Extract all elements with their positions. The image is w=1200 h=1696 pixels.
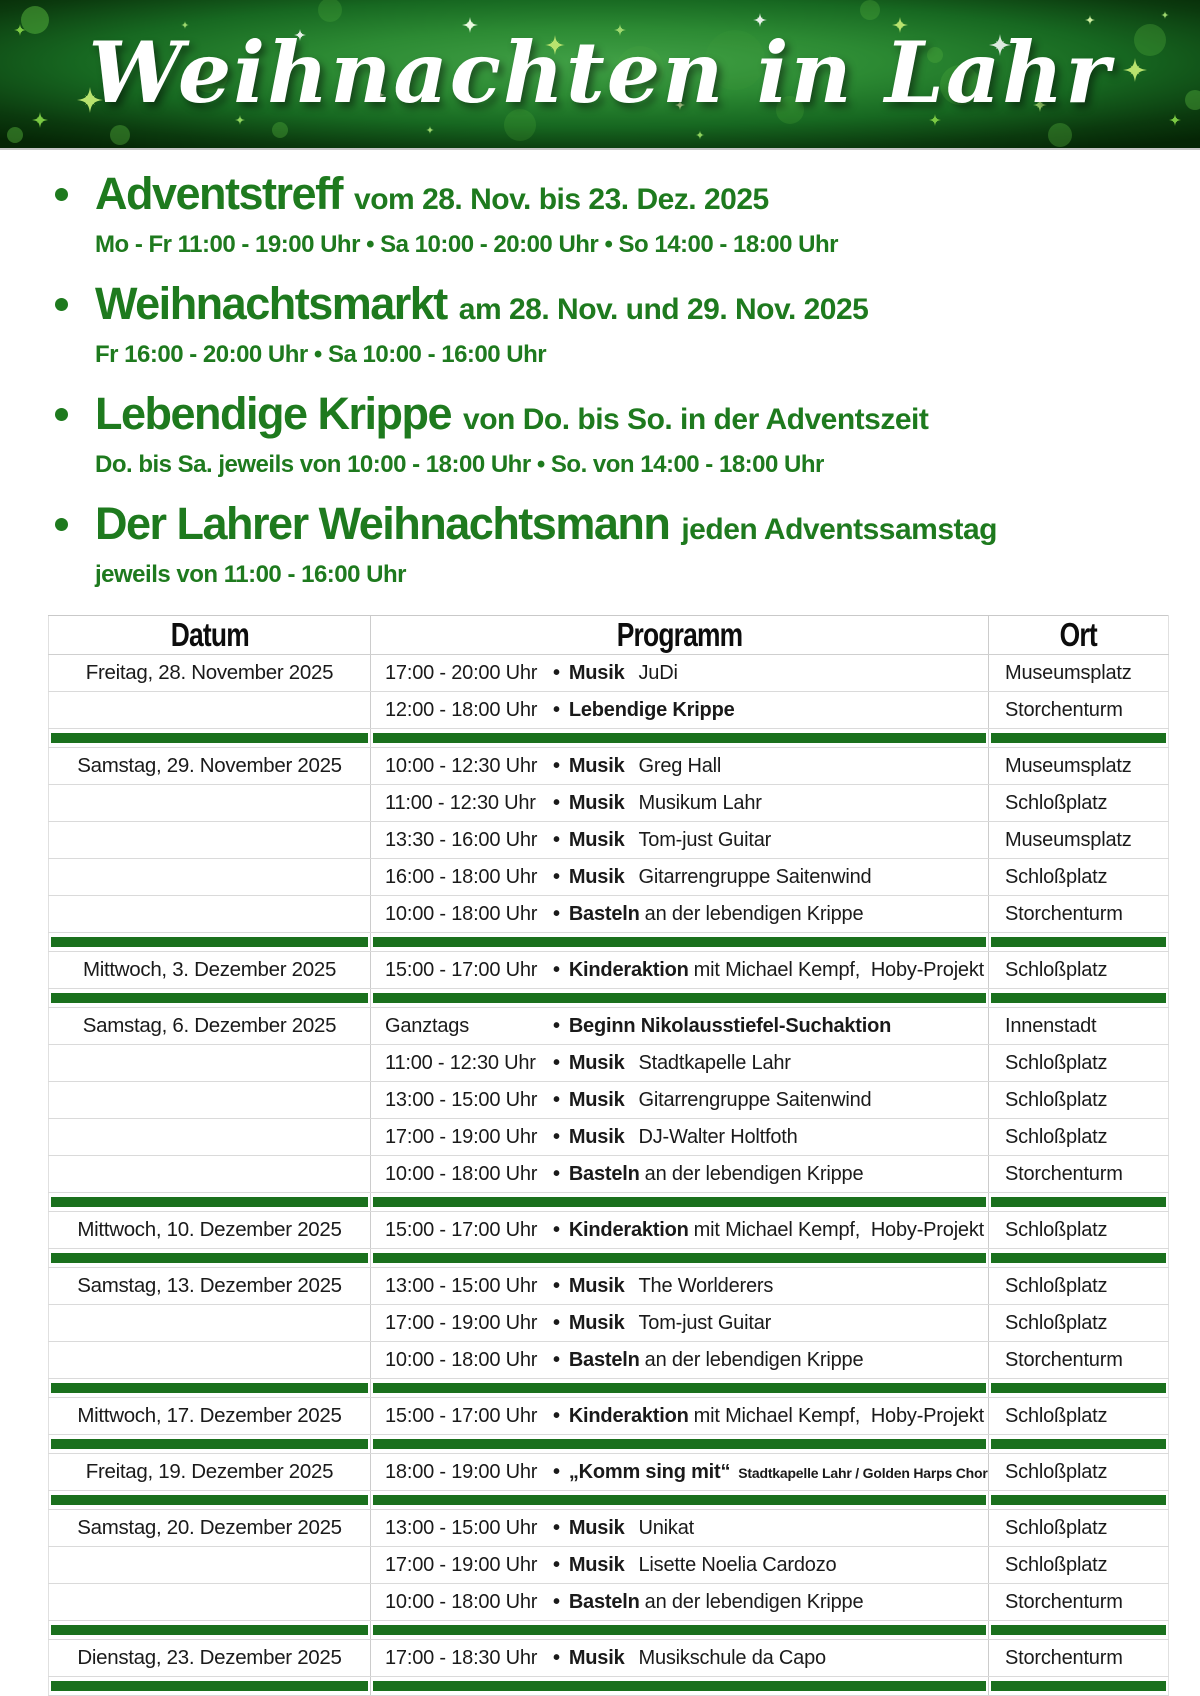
group-divider-cell — [49, 1193, 371, 1212]
table-row — [49, 1510, 1169, 1547]
program-cell — [371, 1212, 989, 1249]
program-cell — [371, 1156, 989, 1193]
group-divider-row — [49, 989, 1169, 1008]
program-cell — [371, 896, 989, 933]
program-activity: Musik — [568, 1311, 625, 1334]
date-cell: Mittwoch, 10. Dezember 2025 — [49, 1212, 371, 1249]
program-activity: Musik — [568, 1553, 625, 1576]
table-row — [49, 1268, 1169, 1305]
event-date-range: von Do. bis So. in der Adventszeit — [463, 403, 929, 436]
event-body — [95, 500, 997, 589]
program-detail: Musikum Lahr — [638, 791, 762, 814]
program-time: 17:00 - 18:30 Uhr — [385, 1646, 538, 1669]
green-divider-bar — [51, 937, 368, 947]
event-times: Mo - Fr 11:00 - 19:00 Uhr • Sa 10:00 - 20:00 Uhr • So 14:00 - 18:00 Uhr — [95, 231, 838, 258]
event-title-line — [95, 390, 928, 449]
date-cell — [49, 1045, 371, 1082]
date-cell — [49, 1119, 371, 1156]
program-detail: Lisette Noelia Cardozo — [638, 1553, 837, 1576]
green-divider-bar — [51, 1253, 368, 1263]
group-divider-cell — [989, 1379, 1169, 1398]
group-divider-row — [49, 729, 1169, 748]
bullet-icon — [55, 408, 68, 421]
program-time: 12:00 - 18:00 Uhr — [385, 698, 538, 721]
event-title-line — [95, 280, 868, 339]
ort-cell: Museumsplatz — [989, 748, 1169, 785]
bullet-icon — [55, 188, 68, 201]
program-activity: Basteln — [568, 1162, 640, 1185]
table-row — [49, 859, 1169, 896]
group-divider-cell — [371, 989, 989, 1008]
schedule-table — [48, 615, 1169, 1696]
event-title-line — [95, 170, 838, 229]
green-divider-bar — [373, 1439, 986, 1449]
program-activity: Basteln — [568, 1348, 640, 1371]
date-cell — [49, 1547, 371, 1584]
event-item — [55, 170, 1170, 259]
program-activity: Beginn Nikolausstiefel-Suchaktion — [568, 1014, 892, 1037]
program-detail: The Worlderers — [638, 1274, 774, 1297]
group-divider-cell — [989, 729, 1169, 748]
green-divider-bar — [51, 1495, 368, 1505]
program-detail: JuDi — [638, 661, 678, 684]
group-divider-cell — [371, 1379, 989, 1398]
bullet-icon — [55, 518, 68, 531]
ort-cell: Storchenturm — [989, 1342, 1169, 1379]
program-cell — [371, 1342, 989, 1379]
program-time: 13:30 - 16:00 Uhr — [385, 828, 538, 851]
table-row — [49, 1640, 1169, 1677]
group-divider-cell — [371, 1249, 989, 1268]
event-body — [95, 390, 928, 479]
group-divider-cell — [49, 1435, 371, 1454]
bullet-separator-icon: • — [553, 1274, 560, 1297]
ort-cell: Schloßplatz — [989, 859, 1169, 896]
banner — [0, 0, 1200, 150]
date-cell — [49, 1305, 371, 1342]
program-activity: Musik — [568, 1646, 625, 1669]
event-list — [0, 150, 1200, 589]
program-detail: Greg Hall — [638, 754, 722, 777]
group-divider-cell — [49, 1621, 371, 1640]
group-divider-cell — [989, 1491, 1169, 1510]
ort-cell: Schloßplatz — [989, 1305, 1169, 1342]
program-cell — [371, 748, 989, 785]
green-divider-bar — [373, 937, 986, 947]
program-time: 15:00 - 17:00 Uhr — [385, 1218, 538, 1241]
program-time: 13:00 - 15:00 Uhr — [385, 1088, 538, 1111]
ort-cell: Storchenturm — [989, 1584, 1169, 1621]
program-cell — [371, 1119, 989, 1156]
program-activity: Musik — [568, 791, 625, 814]
program-activity: Lebendige Krippe — [568, 698, 735, 721]
program-time: 15:00 - 17:00 Uhr — [385, 958, 538, 981]
program-activity: „Komm sing mit“ — [568, 1460, 731, 1483]
group-divider-cell — [371, 729, 989, 748]
program-time: 10:00 - 18:00 Uhr — [385, 1348, 538, 1371]
group-divider-row — [49, 1193, 1169, 1212]
program-detail: Gitarrengruppe Saitenwind — [638, 1088, 872, 1111]
program-cell — [371, 1305, 989, 1342]
group-divider-cell — [989, 989, 1169, 1008]
group-divider-cell — [49, 1677, 371, 1696]
ort-cell: Schloßplatz — [989, 1547, 1169, 1584]
program-detail: mit Michael Kempf, Hoby-Projekt — [693, 1218, 985, 1241]
date-cell — [49, 1156, 371, 1193]
program-activity: Kinderaktion — [568, 1218, 689, 1241]
program-time: 15:00 - 17:00 Uhr — [385, 1404, 538, 1427]
group-divider-cell — [49, 1491, 371, 1510]
date-cell: Samstag, 13. Dezember 2025 — [49, 1268, 371, 1305]
program-detail: Tom-just Guitar — [638, 1311, 772, 1334]
group-divider-cell — [371, 1435, 989, 1454]
green-divider-bar — [991, 993, 1166, 1003]
group-divider-cell — [989, 933, 1169, 952]
table-row — [49, 692, 1169, 729]
program-activity: Basteln — [568, 1590, 640, 1613]
event-times: Do. bis Sa. jeweils von 10:00 - 18:00 Uhr • So. von 14:00 - 18:00 Uhr — [95, 451, 824, 478]
group-divider-cell — [989, 1249, 1169, 1268]
ort-cell: Schloßplatz — [989, 1268, 1169, 1305]
group-divider-cell — [989, 1435, 1169, 1454]
green-divider-bar — [991, 1681, 1166, 1691]
date-cell — [49, 896, 371, 933]
group-divider-cell — [49, 1379, 371, 1398]
program-detail: Musikschule da Capo — [638, 1646, 826, 1669]
ort-cell: Storchenturm — [989, 1156, 1169, 1193]
program-cell — [371, 785, 989, 822]
bullet-separator-icon: • — [553, 1348, 560, 1371]
table-row — [49, 1305, 1169, 1342]
bullet-separator-icon: • — [553, 1646, 560, 1669]
table-row — [49, 1398, 1169, 1435]
program-time: 11:00 - 12:30 Uhr — [385, 791, 536, 814]
green-divider-bar — [51, 1383, 368, 1393]
bullet-separator-icon: • — [553, 661, 560, 684]
ort-cell: Schloßplatz — [989, 1454, 1169, 1491]
program-activity: Musik — [568, 661, 625, 684]
ort-cell: Innenstadt — [989, 1008, 1169, 1045]
table-row — [49, 896, 1169, 933]
program-detail: mit Michael Kempf, Hoby-Projekt — [693, 1404, 985, 1427]
program-detail: Gitarrengruppe Saitenwind — [638, 865, 872, 888]
program-cell — [371, 1454, 989, 1491]
green-divider-bar — [373, 1197, 986, 1207]
event-item — [55, 500, 1170, 589]
green-divider-bar — [373, 993, 986, 1003]
bullet-separator-icon: • — [553, 1553, 560, 1576]
program-activity: Musik — [568, 1516, 625, 1539]
program-activity: Kinderaktion — [568, 1404, 689, 1427]
program-detail: an der lebendigen Krippe — [644, 1590, 864, 1613]
date-cell: Samstag, 29. November 2025 — [49, 748, 371, 785]
group-divider-row — [49, 1491, 1169, 1510]
green-divider-bar — [51, 1625, 368, 1635]
program-note: Stadtkapelle Lahr / Golden Harps Chor — [738, 1464, 988, 1481]
program-time: 11:00 - 12:30 Uhr — [385, 1051, 536, 1074]
date-cell — [49, 822, 371, 859]
event-title: Weihnachtsmarkt — [95, 278, 447, 329]
program-time: 10:00 - 12:30 Uhr — [385, 754, 538, 777]
group-divider-cell — [989, 1193, 1169, 1212]
date-cell: Samstag, 6. Dezember 2025 — [49, 1008, 371, 1045]
group-divider-cell — [49, 1249, 371, 1268]
program-cell — [371, 1082, 989, 1119]
green-divider-bar — [51, 733, 368, 743]
date-cell — [49, 1342, 371, 1379]
bullet-separator-icon: • — [553, 958, 560, 981]
date-cell — [49, 1082, 371, 1119]
group-divider-cell — [49, 933, 371, 952]
program-cell — [371, 1008, 989, 1045]
event-date-range: am 28. Nov. und 29. Nov. 2025 — [458, 293, 869, 326]
green-divider-bar — [991, 1383, 1166, 1393]
green-divider-bar — [373, 1253, 986, 1263]
event-date-range: jeden Adventssamstag — [681, 513, 998, 546]
ort-cell: Schloßplatz — [989, 1510, 1169, 1547]
bullet-separator-icon: • — [553, 902, 560, 925]
program-detail: an der lebendigen Krippe — [644, 902, 864, 925]
group-divider-row — [49, 1249, 1169, 1268]
date-cell — [49, 1584, 371, 1621]
bullet-separator-icon: • — [553, 1088, 560, 1111]
table-row — [49, 1547, 1169, 1584]
ort-cell: Schloßplatz — [989, 1082, 1169, 1119]
program-cell — [371, 1510, 989, 1547]
date-cell: Samstag, 20. Dezember 2025 — [49, 1510, 371, 1547]
table-row — [49, 1008, 1169, 1045]
program-cell — [371, 1398, 989, 1435]
table-row — [49, 1454, 1169, 1491]
group-divider-row — [49, 933, 1169, 952]
bullet-separator-icon: • — [553, 791, 560, 814]
event-body — [95, 170, 838, 259]
table-row — [49, 1082, 1169, 1119]
schedule-section — [48, 615, 1168, 1696]
bullet-separator-icon: • — [553, 828, 560, 851]
program-time: 10:00 - 18:00 Uhr — [385, 902, 538, 925]
date-cell: Freitag, 19. Dezember 2025 — [49, 1454, 371, 1491]
table-row — [49, 748, 1169, 785]
event-times: Fr 16:00 - 20:00 Uhr • Sa 10:00 - 16:00 Uhr — [95, 341, 547, 368]
bullet-separator-icon: • — [553, 1590, 560, 1613]
green-divider-bar — [51, 1197, 368, 1207]
program-activity: Musik — [568, 828, 625, 851]
program-time: 16:00 - 18:00 Uhr — [385, 865, 538, 888]
ort-cell: Storchenturm — [989, 692, 1169, 729]
column-header-programm: Programm — [371, 616, 989, 655]
program-cell — [371, 859, 989, 896]
green-divider-bar — [373, 1681, 986, 1691]
bullet-separator-icon: • — [553, 1162, 560, 1185]
ort-cell: Schloßplatz — [989, 785, 1169, 822]
program-time: 17:00 - 19:00 Uhr — [385, 1311, 538, 1334]
column-header-datum: Datum — [49, 616, 371, 655]
table-row — [49, 785, 1169, 822]
green-divider-bar — [991, 1625, 1166, 1635]
program-time: 18:00 - 19:00 Uhr — [385, 1460, 538, 1483]
program-activity: Musik — [568, 1088, 625, 1111]
bullet-separator-icon: • — [553, 1311, 560, 1334]
green-divider-bar — [51, 1439, 368, 1449]
program-cell — [371, 1547, 989, 1584]
date-cell: Freitag, 28. November 2025 — [49, 655, 371, 692]
event-title: Lebendige Krippe — [95, 388, 452, 439]
program-activity: Basteln — [568, 902, 640, 925]
ort-cell: Museumsplatz — [989, 822, 1169, 859]
group-divider-cell — [989, 1677, 1169, 1696]
program-time: 17:00 - 19:00 Uhr — [385, 1553, 538, 1576]
program-activity: Musik — [568, 754, 625, 777]
event-item — [55, 280, 1170, 369]
program-detail: an der lebendigen Krippe — [644, 1348, 864, 1371]
date-cell — [49, 859, 371, 896]
program-activity: Musik — [568, 1051, 625, 1074]
bullet-separator-icon: • — [553, 754, 560, 777]
program-cell — [371, 1045, 989, 1082]
green-divider-bar — [373, 1495, 986, 1505]
bullet-separator-icon: • — [553, 1051, 560, 1074]
ort-cell: Schloßplatz — [989, 1119, 1169, 1156]
program-time: 17:00 - 19:00 Uhr — [385, 1125, 538, 1148]
date-cell: Dienstag, 23. Dezember 2025 — [49, 1640, 371, 1677]
program-time: 13:00 - 15:00 Uhr — [385, 1274, 538, 1297]
green-divider-bar — [373, 733, 986, 743]
group-divider-cell — [371, 1193, 989, 1212]
ort-cell: Schloßplatz — [989, 952, 1169, 989]
group-divider-cell — [371, 1491, 989, 1510]
program-time: 10:00 - 18:00 Uhr — [385, 1590, 538, 1613]
event-item — [55, 390, 1170, 479]
program-time: Ganztags — [385, 1014, 470, 1037]
program-cell — [371, 952, 989, 989]
group-divider-cell — [49, 989, 371, 1008]
table-header-row — [49, 616, 1169, 655]
program-activity: Musik — [568, 1274, 625, 1297]
program-activity: Kinderaktion — [568, 958, 689, 981]
green-divider-bar — [51, 993, 368, 1003]
program-detail: DJ-Walter Holtfoth — [638, 1125, 798, 1148]
group-divider-cell — [49, 729, 371, 748]
ort-cell: Schloßplatz — [989, 1045, 1169, 1082]
table-row — [49, 1212, 1169, 1249]
event-title: Adventstreff — [95, 168, 343, 219]
bullet-separator-icon: • — [553, 1218, 560, 1241]
table-row — [49, 1342, 1169, 1379]
green-divider-bar — [373, 1625, 986, 1635]
green-divider-bar — [991, 1197, 1166, 1207]
date-cell: Mittwoch, 17. Dezember 2025 — [49, 1398, 371, 1435]
program-detail: Tom-just Guitar — [638, 828, 772, 851]
bullet-separator-icon: • — [553, 1460, 560, 1483]
green-divider-bar — [991, 1495, 1166, 1505]
table-row — [49, 1584, 1169, 1621]
event-date-range: vom 28. Nov. bis 23. Dez. 2025 — [354, 183, 769, 216]
program-time: 13:00 - 15:00 Uhr — [385, 1516, 538, 1539]
page-title: Weihnachten in Lahr — [88, 23, 1112, 122]
green-divider-bar — [991, 1253, 1166, 1263]
date-cell — [49, 692, 371, 729]
bullet-separator-icon: • — [553, 1014, 560, 1037]
green-divider-bar — [51, 1681, 368, 1691]
program-cell — [371, 655, 989, 692]
table-row — [49, 1045, 1169, 1082]
group-divider-cell — [989, 1621, 1169, 1640]
table-row — [49, 952, 1169, 989]
program-cell — [371, 822, 989, 859]
column-header-ort: Ort — [989, 616, 1169, 655]
bullet-separator-icon: • — [553, 698, 560, 721]
ort-cell: Schloßplatz — [989, 1212, 1169, 1249]
event-title: Der Lahrer Weihnachtsmann — [95, 498, 670, 549]
group-divider-row — [49, 1677, 1169, 1696]
group-divider-cell — [371, 1621, 989, 1640]
event-times: jeweils von 11:00 - 16:00 Uhr — [95, 561, 406, 588]
event-body — [95, 280, 868, 369]
bullet-separator-icon: • — [553, 1516, 560, 1539]
program-cell — [371, 1640, 989, 1677]
program-cell — [371, 692, 989, 729]
group-divider-row — [49, 1435, 1169, 1454]
event-title-line — [95, 500, 997, 559]
program-time: 10:00 - 18:00 Uhr — [385, 1162, 538, 1185]
date-cell: Mittwoch, 3. Dezember 2025 — [49, 952, 371, 989]
program-cell — [371, 1584, 989, 1621]
program-detail: mit Michael Kempf, Hoby-Projekt — [693, 958, 985, 981]
ort-cell: Museumsplatz — [989, 655, 1169, 692]
date-cell — [49, 785, 371, 822]
program-activity: Musik — [568, 1125, 625, 1148]
program-cell — [371, 1268, 989, 1305]
bullet-separator-icon: • — [553, 865, 560, 888]
table-row — [49, 822, 1169, 859]
program-detail: an der lebendigen Krippe — [644, 1162, 864, 1185]
bullet-separator-icon: • — [553, 1125, 560, 1148]
bullet-icon — [55, 298, 68, 311]
program-detail: Stadtkapelle Lahr — [638, 1051, 791, 1074]
ort-cell: Schloßplatz — [989, 1398, 1169, 1435]
green-divider-bar — [991, 937, 1166, 947]
ort-cell: Storchenturm — [989, 1640, 1169, 1677]
program-time: 17:00 - 20:00 Uhr — [385, 661, 538, 684]
green-divider-bar — [991, 733, 1166, 743]
green-divider-bar — [991, 1439, 1166, 1449]
table-row — [49, 1119, 1169, 1156]
group-divider-row — [49, 1379, 1169, 1398]
ort-cell: Storchenturm — [989, 896, 1169, 933]
bullet-separator-icon: • — [553, 1404, 560, 1427]
program-detail: Unikat — [638, 1516, 694, 1539]
program-activity: Musik — [568, 865, 625, 888]
green-divider-bar — [373, 1383, 986, 1393]
group-divider-cell — [371, 1677, 989, 1696]
table-row — [49, 655, 1169, 692]
group-divider-cell — [371, 933, 989, 952]
group-divider-row — [49, 1621, 1169, 1640]
table-row — [49, 1156, 1169, 1193]
